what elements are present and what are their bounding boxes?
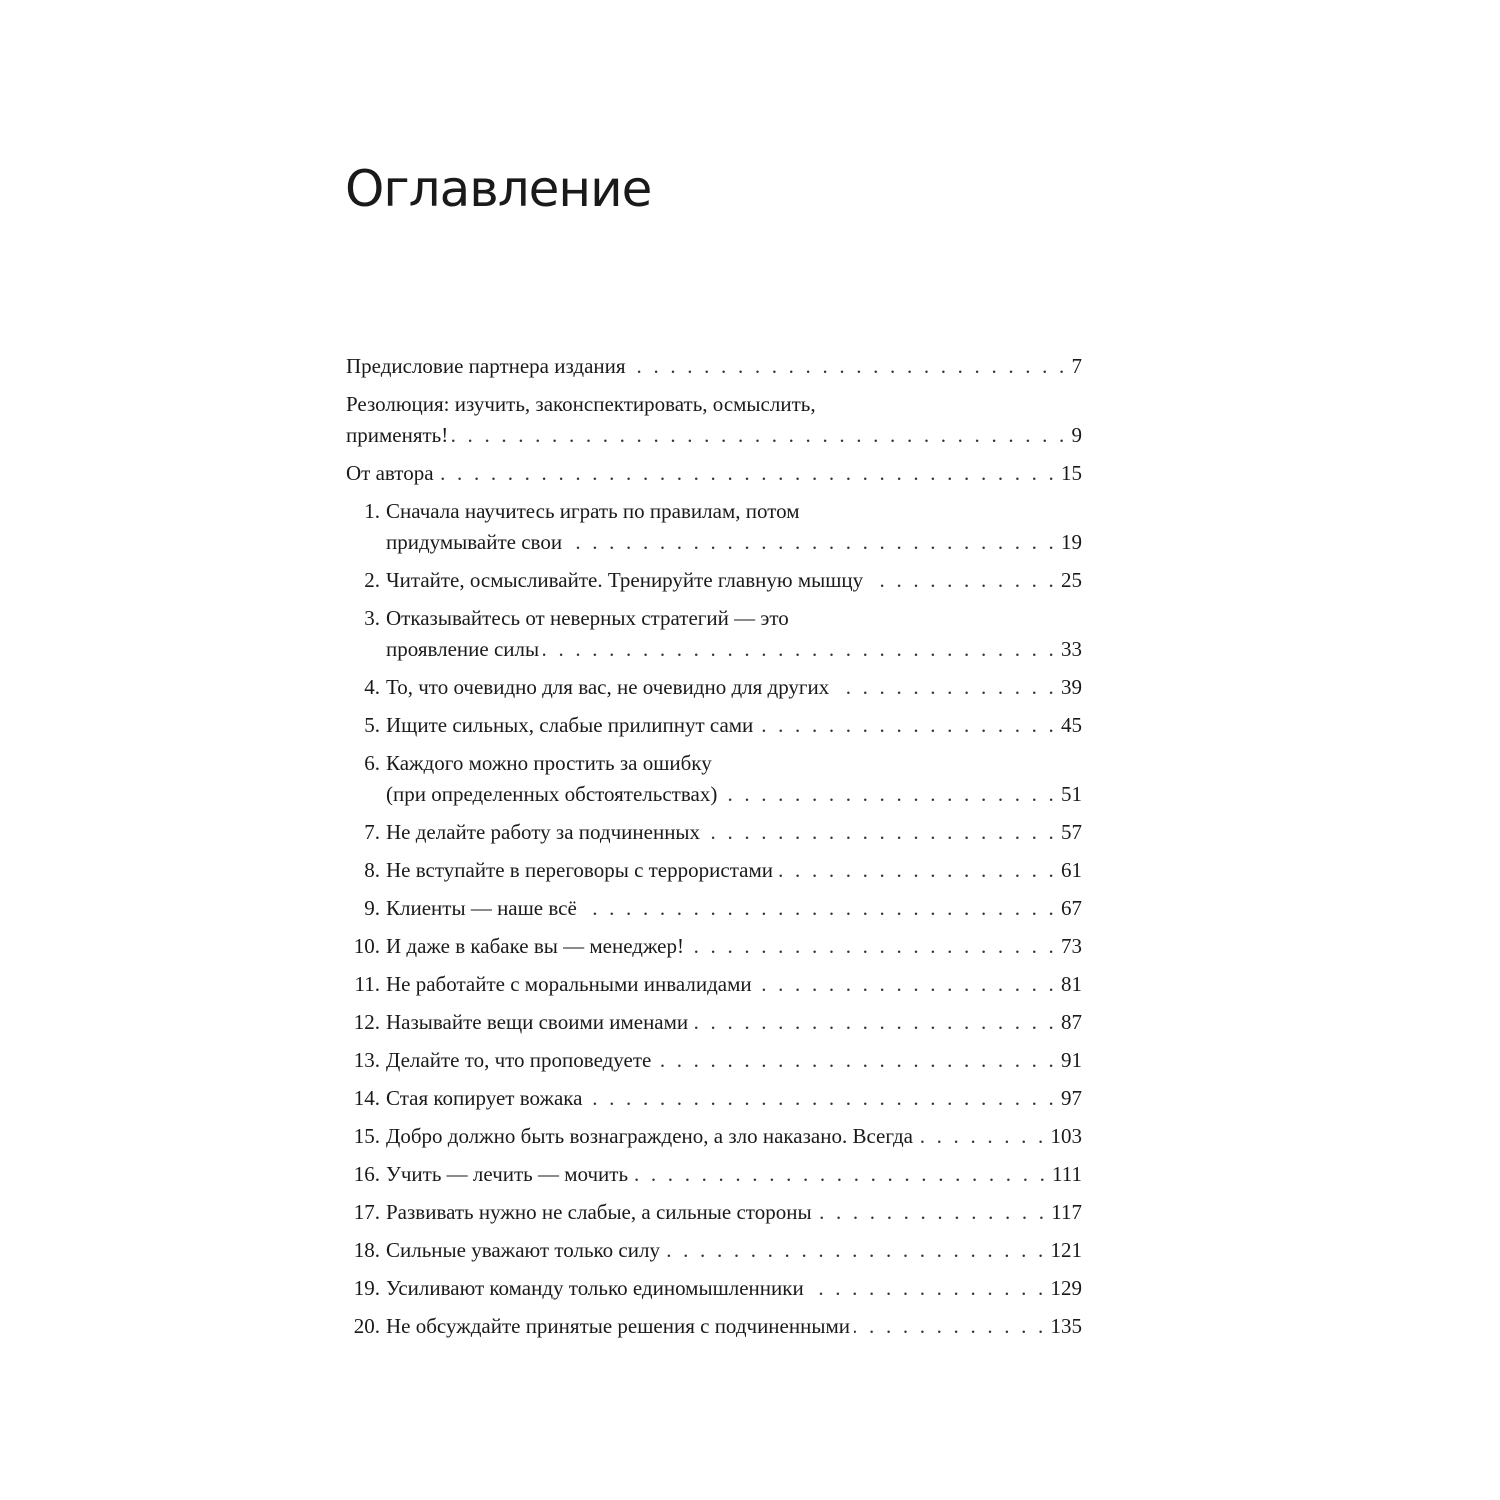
page-number: 87 (1061, 1010, 1082, 1034)
entry-title: (при определенных обстоятельствах) (386, 782, 718, 806)
toc-entry[interactable] (346, 1235, 1082, 1266)
toc-entry[interactable] (346, 496, 1082, 558)
toc-entry[interactable] (346, 710, 1082, 741)
entry-title: Развивать нужно не слабые, а сильные стороны (386, 1200, 812, 1224)
entry-title: Резолюция: изучить, законспектировать, осмыслить, (346, 392, 816, 416)
toc-entry[interactable] (346, 1159, 1082, 1190)
table-of-contents (346, 351, 1082, 1349)
entry-title: Отказывайтесь от неверных стратегий — это (386, 606, 789, 630)
entry-title: применять! (346, 423, 449, 447)
entry-title: Не обсуждайте принятые решения с подчиненными (386, 1314, 850, 1338)
page-number: 121 (1050, 1238, 1082, 1262)
toc-entry[interactable] (346, 603, 1082, 665)
toc-entry[interactable] (346, 1083, 1082, 1114)
toc-entry[interactable] (346, 565, 1082, 596)
page-title: Оглавление (345, 160, 652, 218)
entry-title: придумывайте свои (386, 530, 563, 554)
page-number: 135 (1050, 1314, 1082, 1338)
entry-number: 7. (364, 820, 380, 844)
entry-title: Не работайте с моральными инвалидами (386, 972, 752, 996)
entry-title: Сильные уважают только силу (386, 1238, 660, 1262)
page-number: 103 (1050, 1124, 1082, 1148)
entry-number: 1. (364, 499, 380, 523)
page-number: 129 (1050, 1276, 1082, 1300)
page-number: 111 (1052, 1162, 1082, 1186)
entry-number: 13. (353, 1048, 380, 1072)
entry-number: 15. (353, 1124, 380, 1148)
entry-number: 12. (353, 1010, 380, 1034)
entry-number: 8. (364, 858, 380, 882)
page-number: 9 (1071, 423, 1082, 447)
page-number: 61 (1061, 858, 1082, 882)
entry-title: Не делайте работу за подчиненных (386, 820, 701, 844)
entry-title: Не вступайте в переговоры с террористами (386, 858, 773, 882)
page-number: 73 (1061, 934, 1082, 958)
entry-number: 9. (364, 896, 380, 920)
entry-number: 6. (364, 751, 380, 775)
entry-title: Каждого можно простить за ошибку (386, 751, 712, 775)
dot-leader (692, 1007, 1057, 1038)
entry-title: От автора (346, 461, 434, 485)
dot-leader (867, 565, 1057, 596)
dot-leader (581, 893, 1057, 924)
dot-leader (917, 1121, 1047, 1152)
dot-leader (704, 817, 1057, 848)
entry-number: 2. (364, 568, 380, 592)
toc-entry[interactable] (346, 1045, 1082, 1076)
page-number: 19 (1061, 530, 1082, 554)
entry-title: Ищите сильных, слабые прилипнут сами (386, 713, 754, 737)
entry-title: проявление силы (386, 637, 540, 661)
toc-entry[interactable] (346, 1197, 1082, 1228)
entry-number: 20. (353, 1314, 380, 1338)
dot-leader (721, 779, 1057, 810)
toc-entry[interactable] (346, 351, 1082, 382)
dot-leader (632, 1159, 1048, 1190)
toc-entry[interactable] (346, 1007, 1082, 1038)
entry-number: 10. (353, 934, 380, 958)
dot-leader (587, 1083, 1058, 1114)
toc-entry[interactable] (346, 458, 1082, 489)
toc-entry[interactable] (346, 748, 1082, 810)
dot-leader (630, 351, 1068, 382)
dot-leader (688, 931, 1057, 962)
page-number: 97 (1061, 1086, 1082, 1110)
entry-number: 5. (364, 713, 380, 737)
dot-leader (777, 855, 1057, 886)
dot-leader (655, 1045, 1057, 1076)
entry-title: Читайте, осмысливайте. Тренируйте главную мышцу (386, 568, 864, 592)
entry-number: 11. (354, 972, 380, 996)
page-number: 91 (1061, 1048, 1082, 1072)
entry-number: 4. (364, 675, 380, 699)
toc-entry[interactable] (346, 1273, 1082, 1304)
entry-title: Учить — лечить — мочить (386, 1162, 629, 1186)
toc-entry[interactable] (346, 931, 1082, 962)
page-number: 15 (1061, 461, 1082, 485)
dot-leader (756, 969, 1057, 1000)
entry-title: Сначала научитесь играть по правилам, потом (386, 499, 800, 523)
dot-leader (566, 527, 1057, 558)
dot-leader (833, 672, 1057, 703)
entry-title: И даже в кабаке вы — менеджер! (386, 934, 684, 958)
dot-leader (452, 420, 1067, 451)
page-number: 67 (1061, 896, 1082, 920)
toc-entry[interactable] (346, 969, 1082, 1000)
entry-title: То, что очевидно для вас, не очевидно для других (386, 675, 830, 699)
entry-title: Клиенты — наше всё (386, 896, 577, 920)
page-number: 51 (1061, 782, 1082, 806)
toc-entry[interactable] (346, 817, 1082, 848)
toc-entry[interactable] (346, 1121, 1082, 1152)
entry-title: Называйте вещи своими именами (386, 1010, 689, 1034)
entry-number: 19. (353, 1276, 380, 1300)
toc-entry[interactable] (346, 672, 1082, 703)
entry-title: Добро должно быть вознаграждено, а зло наказано. Всегда (386, 1124, 913, 1148)
dot-leader (757, 710, 1057, 741)
page-number: 117 (1051, 1200, 1082, 1224)
entry-title: Предисловие партнера издания (346, 354, 626, 378)
toc-entry[interactable] (346, 855, 1082, 886)
page-number: 45 (1061, 713, 1082, 737)
dot-leader (664, 1235, 1047, 1266)
page-number: 7 (1071, 354, 1082, 378)
page-number: 81 (1061, 972, 1082, 996)
dot-leader (543, 634, 1057, 665)
page-number: 33 (1061, 637, 1082, 661)
dot-leader (854, 1311, 1047, 1342)
toc-entry[interactable] (346, 893, 1082, 924)
entry-title: Усиливают команду только единомышленники (386, 1276, 804, 1300)
entry-number: 3. (364, 606, 380, 630)
entry-number: 18. (353, 1238, 380, 1262)
page-number: 25 (1061, 568, 1082, 592)
entry-title: Делайте то, что проповедуете (386, 1048, 652, 1072)
entry-number: 14. (353, 1086, 380, 1110)
entry-title: Стая копирует вожака (386, 1086, 583, 1110)
toc-entry[interactable] (346, 1311, 1082, 1342)
dot-leader (816, 1197, 1048, 1228)
dot-leader (808, 1273, 1047, 1304)
toc-entry[interactable] (346, 389, 1082, 451)
page-number: 39 (1061, 675, 1082, 699)
entry-number: 16. (353, 1162, 380, 1186)
entry-number: 17. (353, 1200, 380, 1224)
dot-leader (438, 458, 1057, 489)
page-number: 57 (1061, 820, 1082, 844)
